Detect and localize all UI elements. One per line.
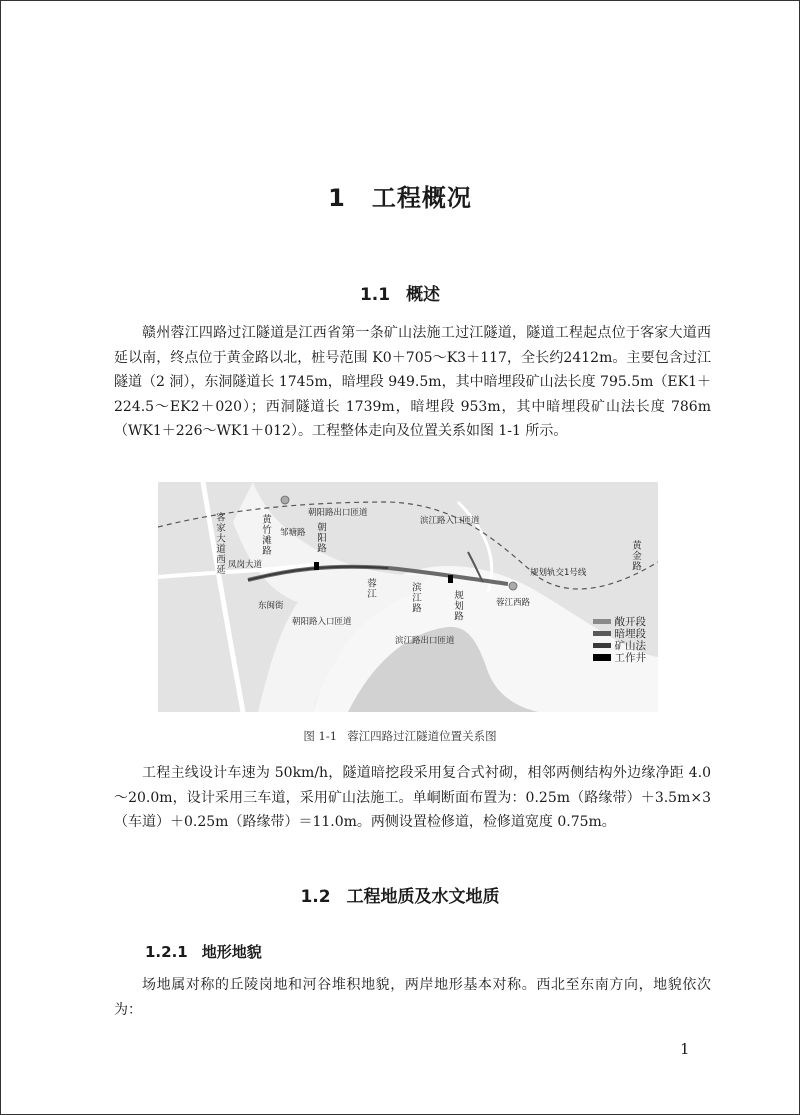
map-label-chaoyang: 朝阳路 bbox=[315, 522, 326, 554]
map-label-chaoyang-entry: 朝阳路入口匝道 bbox=[292, 617, 352, 627]
map-label-binjiang-exit: 滨江路出口匝道 bbox=[395, 636, 455, 646]
section-title-text: 工程地质及水文地质 bbox=[346, 887, 500, 907]
paragraph-design: 工程主线设计车速为 50km/h，隧道暗挖段采用复合式衬砌，相邻两侧结构外边缘净距 4.0～20.0m，设计采用三车道，采用矿山法施工。单峒断面布置为：0.25m（路缘带）＋3.5m×3（车道）＋0.25m（路缘带）＝11.0m。两侧设置检修道，检修道宽度 0.75m。 bbox=[114, 765, 711, 830]
section-number: 1.2 bbox=[300, 887, 331, 907]
caption-number: 图 1-1 bbox=[303, 729, 338, 743]
map-label-rongjiang-si: 蓉江西路 bbox=[496, 598, 531, 608]
map-label-dongmin: 东闽街 bbox=[258, 601, 284, 611]
subsection-number: 1.2.1 bbox=[145, 943, 188, 961]
legend-item-open: 敞开段 bbox=[593, 615, 647, 627]
map-label-kejia: 客家大道西延 bbox=[214, 512, 225, 575]
paragraph-terrain: 场地属对称的丘陵岗地和河谷堆积地貌，两岸地形基本对称。西北至东南方向，地貌依次为： bbox=[114, 977, 711, 1018]
chapter-number: 1 bbox=[328, 184, 346, 212]
map-legend bbox=[593, 615, 647, 663]
map-label-chaoyang-exit: 朝阳路出口匝道 bbox=[308, 508, 368, 518]
map-label-zoutang: 邹塘路 bbox=[280, 528, 306, 538]
map-label-huangjin: 黄金路 bbox=[630, 540, 641, 572]
map-label-fenggang: 凤岗大道 bbox=[228, 560, 263, 570]
map-label-rongjiang-river: 蓉江 bbox=[365, 578, 376, 599]
page-number: 1 bbox=[680, 1040, 690, 1058]
chapter-title-text: 工程概况 bbox=[371, 184, 472, 212]
map-label-huangzhutan: 黄竹滩路 bbox=[260, 514, 271, 556]
legend-item-mining: 矿山法 bbox=[593, 639, 647, 651]
section-number: 1.1 bbox=[359, 285, 391, 305]
legend-item-covered: 暗埋段 bbox=[593, 627, 647, 639]
map-label-guihua: 规划轨交1号线 bbox=[530, 568, 587, 578]
figure-caption bbox=[0, 728, 800, 744]
section-1-2-title bbox=[0, 882, 800, 907]
legend-item-shaft: 工作井 bbox=[593, 651, 647, 663]
caption-text: 蓉江四路过江隧道位置关系图 bbox=[347, 729, 497, 743]
subsection-title-text: 地形地貌 bbox=[201, 943, 262, 961]
location-map-figure bbox=[158, 482, 658, 712]
paragraph-overview: 赣州蓉江四路过江隧道是江西省第一条矿山法施工过江隧道，隧道工程起点位于客家大道西延以南，终点位于黄金路以北，桩号范围 K0＋705～K3＋117，全长约2412m。主要包含过江隧道（2 洞），东洞隧道长 1745m，暗埋段 949.5m，其中暗埋段矿山法长度 795.5m（EK1＋224.5～EK2＋020）；西洞隧道长 1739m，暗埋段 953m，其中暗埋段矿山法长度 786m（WK1＋226～WK1＋012）。工程整体走向及位置关系如图 1-1 所示。 bbox=[114, 325, 711, 439]
subsection-1-2-1-title bbox=[145, 941, 262, 962]
section-1-1-title bbox=[0, 280, 800, 305]
section-title-text: 概述 bbox=[406, 285, 441, 305]
map-label-binjiang: 滨江路 bbox=[410, 582, 421, 614]
chapter-title bbox=[0, 178, 800, 213]
map-label-guihua-road: 规划路 bbox=[452, 590, 463, 622]
map-label-binjiang-entry: 滨江路入口匝道 bbox=[420, 516, 480, 526]
